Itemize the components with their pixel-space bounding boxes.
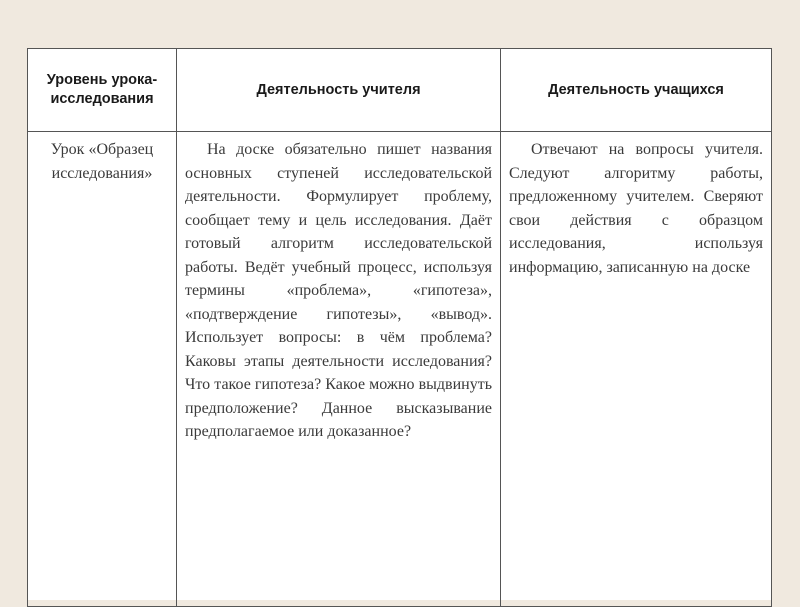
slide-sheet xyxy=(27,48,771,600)
cell-lesson-level xyxy=(28,132,177,607)
table-header-row xyxy=(28,49,772,132)
student-activity-text: Отвечают на вопросы учителя. Следуют алгоритму работы, предложенному учителем. Сверяют свои действия с образцом исследования, используя информацию, записанную на доске xyxy=(509,141,763,276)
lesson-table xyxy=(27,48,772,607)
cell-student-activity xyxy=(501,132,772,607)
lesson-level-text: Урок «Образец исследования» xyxy=(50,141,154,182)
header-student-activity: Деятельность учащихся xyxy=(501,49,772,132)
teacher-activity-text: На доске обязательно пишет названия основных ступеней исследовательской деятельности. Формулирует проблему, сообщает тему и цель исследования. Даёт готовый алгоритм исследовательской работы. Ведёт учебный процесс, используя термины «проблема», «гипотеза», «подтверждение гипотезы», «вывод». Использует вопросы: в чём проблема? Каковы этапы деятельности исследования? Что такое гипотеза? Какое можно выдвинуть предположение? Данное высказывание предполагаемое или доказанное? xyxy=(185,141,492,440)
cell-teacher-activity xyxy=(177,132,501,607)
header-teacher-activity: Деятельность учителя xyxy=(177,49,501,132)
table-row xyxy=(28,132,772,607)
header-lesson-level: Уровень урока-исследования xyxy=(28,49,177,132)
